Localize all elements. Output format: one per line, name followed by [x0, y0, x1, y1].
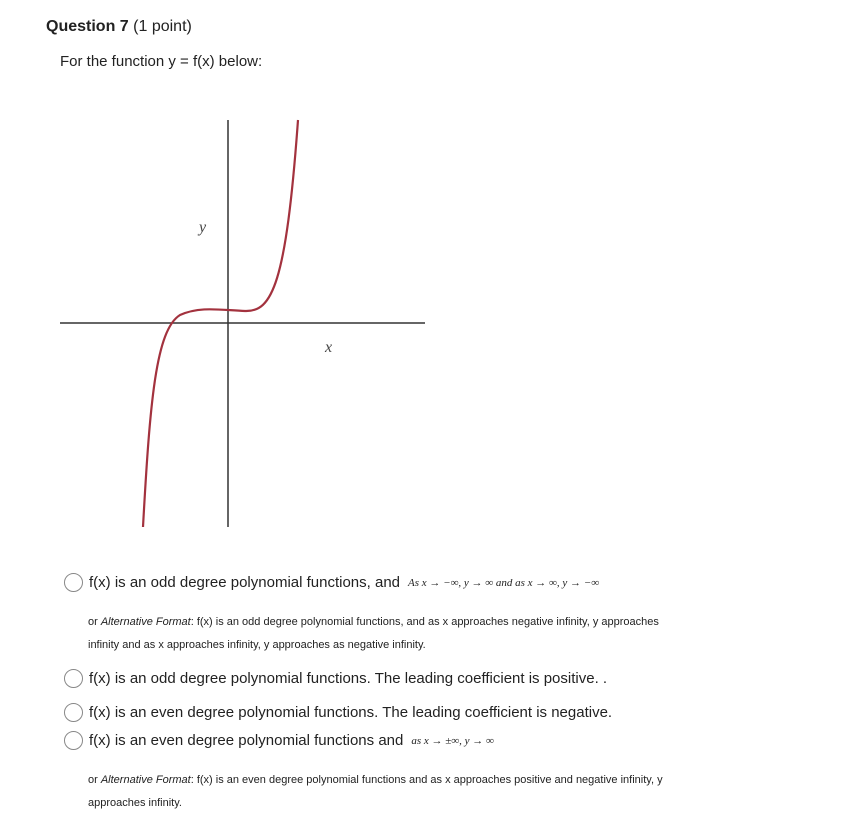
option-1-alt: or Alternative Format: f(x) is an odd degree polynomial functions, and as x approaches negative infinity, y approaches infinity and as x approaches infinity, y approaches as negative infinity. [88, 616, 659, 651]
option-1[interactable] [64, 573, 599, 592]
option-3[interactable] [64, 703, 612, 722]
radio-button[interactable] [64, 669, 83, 688]
radio-button[interactable] [64, 731, 83, 750]
radio-button[interactable] [64, 573, 83, 592]
option-math: as x → ±∞, y → ∞ [411, 734, 494, 747]
y-axis-label: y [199, 219, 207, 236]
question-prompt: For the function y = f(x) below: [60, 53, 263, 70]
option-2[interactable] [64, 669, 607, 688]
option-text: f(x) is an even degree polynomial functions. The leading coefficient is negative. [89, 704, 613, 721]
option-text: f(x) is an odd degree polynomial functions, and [89, 574, 401, 591]
option-math: As x → −∞, y → ∞ and as x → ∞, y → −∞ [408, 576, 600, 589]
radio-button[interactable] [64, 703, 83, 722]
question-title: Question 7 (1 point) [46, 18, 192, 35]
option-4-alt: or Alternative Format: f(x) is an even degree polynomial functions and as x approaches positive and negative infinity, y approaches infinity. [88, 774, 663, 809]
option-4[interactable] [64, 731, 494, 750]
x-axis-label: x [325, 339, 333, 356]
option-text: f(x) is an odd degree polynomial functions. The leading coefficient is positive. . [89, 670, 608, 687]
option-text: f(x) is an even degree polynomial functions and [89, 732, 404, 749]
